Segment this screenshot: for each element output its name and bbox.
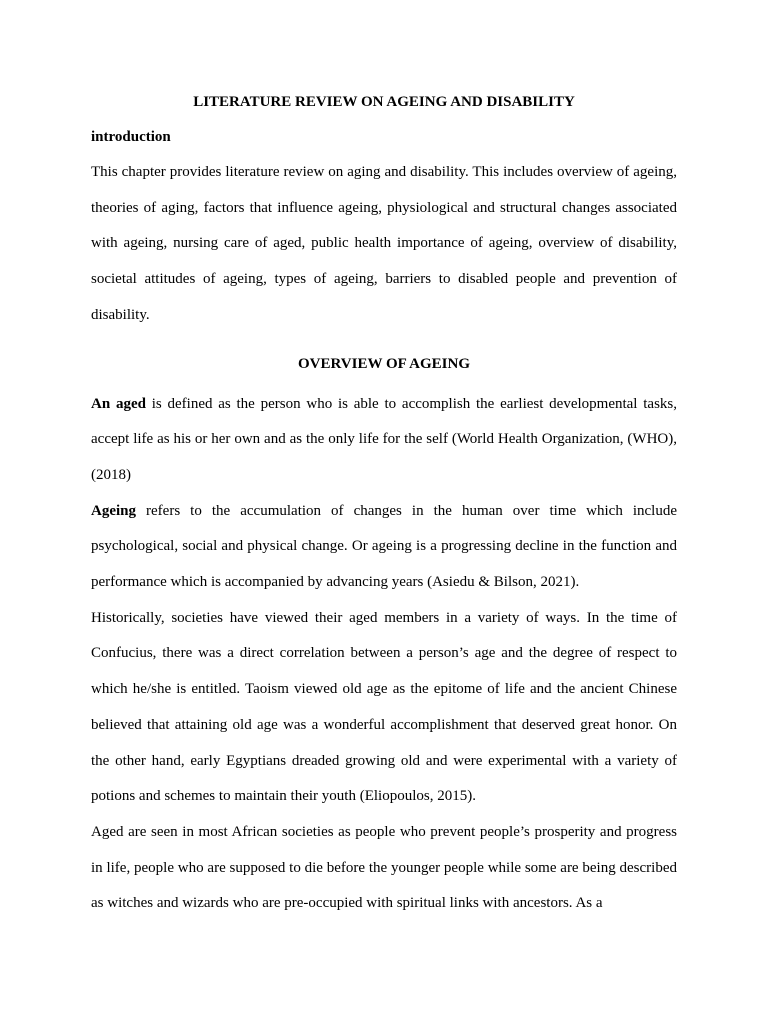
aged-definition-paragraph bbox=[91, 387, 677, 494]
ageing-definition-paragraph bbox=[91, 494, 677, 601]
aged-definition-text: is defined as the person who is able to accomplish the earliest developmental tasks, accept life as his or her own and as the only life for the self (World Health Organization, (WHO), (2018) bbox=[91, 395, 677, 483]
ageing-definition-text: refers to the accumulation of changes in the human over time which include psychological, social and physical change. Or ageing is a progressing decline in the function and performance which is accompanied by advancing years (Asiedu & Bilson, 2021). bbox=[91, 502, 677, 591]
section-heading-overview: OVERVIEW OF AGEING bbox=[297, 355, 470, 372]
aged-term: An aged bbox=[91, 395, 146, 412]
africa-paragraph: Aged are seen in most African societies as people who prevent people’s prosperity and progress in life, people who are supposed to die before the younger people while some are being described as witches and wizards who are pre-occupied with spiritual links with ancestors. As a bbox=[91, 823, 677, 912]
ageing-term: Ageing bbox=[91, 502, 136, 519]
intro-heading: introduction bbox=[91, 129, 171, 145]
history-paragraph: Historically, societies have viewed their aged members in a variety of ways. In the time of Confucius, there was a direct correlation between a person’s age and the degree of respect to which he/she is entitled. Taoism viewed old age as the epitome of life and the ancient Chinese believed that attaining old age was a wonderful accomplishment that deserved great honor. On the other hand, early Egyptians dreaded growing old and were experimental with a variety of potions and schemes to maintain their youth (Eliopoulos, 2015). bbox=[91, 609, 677, 805]
document-title: LITERATURE REVIEW ON AGEING AND DISABILITY bbox=[193, 94, 575, 110]
intro-paragraph: This chapter provides literature review on aging and disability. This includes overview of ageing, theories of aging, factors that influence ageing, physiological and structural changes associated with ageing, nursing care of aged, public health importance of ageing, overview of disability, societal attitudes of ageing, types of ageing, barriers to disabled people and prevention of disability. bbox=[91, 164, 677, 323]
